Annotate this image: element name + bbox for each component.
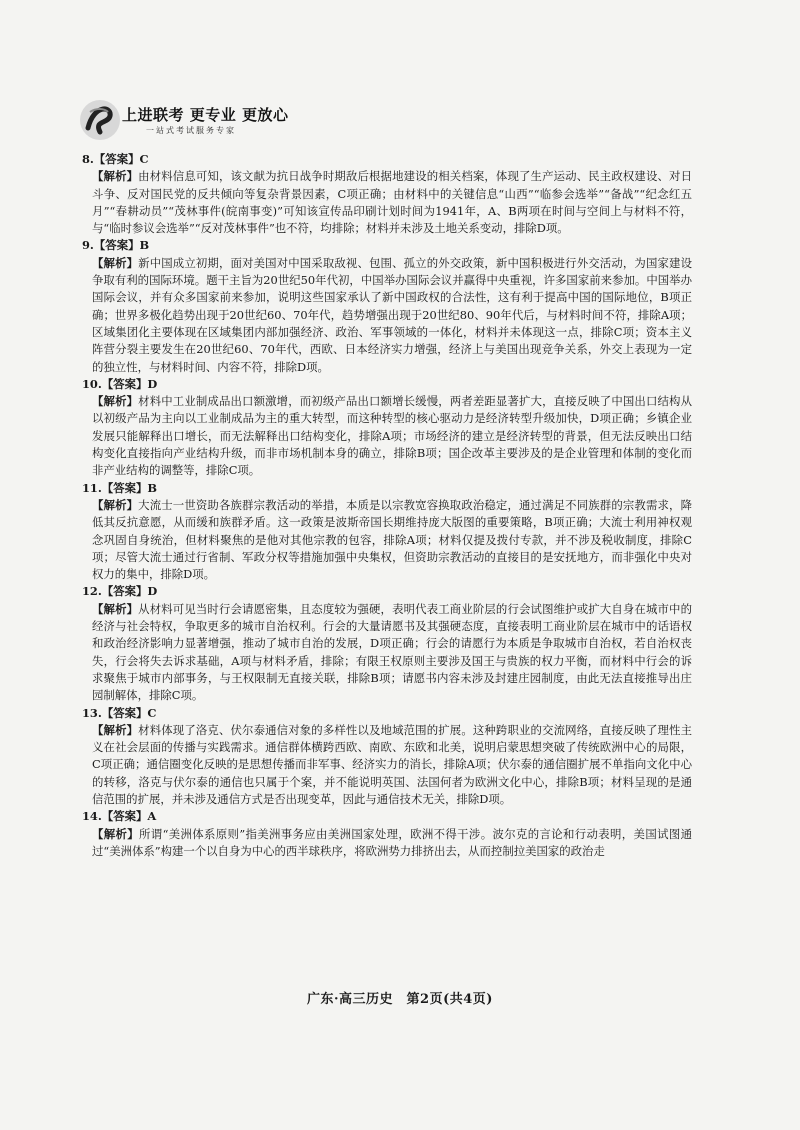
answer-line [82, 705, 692, 722]
question-number: 8. [82, 152, 94, 166]
explanation-tag: 【解析】 [92, 497, 139, 512]
explanation [82, 255, 692, 376]
answer-label: 【答案】C [93, 152, 149, 166]
question-item-12 [82, 583, 692, 704]
logo-icon [78, 98, 122, 142]
answer-line [82, 376, 692, 393]
page-header [78, 96, 738, 146]
explanation [82, 722, 692, 808]
answer-label: 【答案】A [101, 809, 157, 824]
explanation-tag: 【解析】 [92, 394, 139, 409]
explanation-text: 从材料可见当时行会请愿密集，且态度较为强硬，表明代表工商业阶层的行会试图维护或扩大自身在城市中的经济与社会特权，争取更多的城市自治权利。行会的大量请愿书及其强硬态度，直接表明工商业阶层在城市中的话语权和政治经济影响力显著增强，推动了城市自治的发展，D项正确；行会的请愿行为本质是争取城市自治权，若自治权丧失，行会将失去诉求基础，A项与材料矛盾，排除；有限王权原则主要涉及国王与贵族的权力平衡，而材料中行会的诉求聚焦于城市内部事务，与王权限制无直接关联，排除B项；请愿书内容未涉及封建庄园制度，由此无法直接推导出庄园制解体，排除C项。 [92, 601, 692, 703]
explanation-tag: 【解析】 [92, 826, 140, 841]
question-number: 14. [82, 809, 102, 824]
question-item-8 [82, 151, 692, 237]
explanation-tag: 【解析】 [92, 601, 139, 616]
question-number: 9. [82, 238, 94, 253]
question-item-11 [82, 480, 692, 584]
brand-title: 上进联考 更专业 更放心 [122, 106, 289, 124]
page-footer: 广东·高三历史 第2页(共4页) [307, 992, 493, 1007]
question-number: 12. [82, 584, 102, 599]
explanation [82, 826, 692, 861]
question-item-14 [82, 808, 692, 860]
explanation [82, 393, 692, 479]
explanation [82, 497, 692, 583]
answer-line [82, 808, 692, 825]
question-number: 11. [82, 480, 102, 495]
answer-list [82, 151, 692, 860]
explanation-text: 所谓“美洲体系原则”指美洲事务应由美洲国家处理，欧洲不得干涉。波尔克的言论和行动表明，美国试图通过“美洲体系”构建一个以自身为中心的西半球秩序，将欧洲势力排挤出去，从而控制拉美国家的政治走 [92, 826, 692, 858]
explanation [82, 601, 692, 705]
explanation-text: 材料体现了洛克、伏尔泰通信对象的多样性以及地域范围的扩展。这种跨职业的交流网络，直接反映了理性主义在社会层面的传播与实践需求。通信群体横跨西欧、南欧、东欧和北美，说明启蒙思想突破了传统欧洲中心的局限，C项正确；通信圈变化反映的是思想传播而非军事、经济实力的消长，排除A项；伏尔泰的通信圈扩展不单指向文化中心的转移，洛克与伏尔泰的通信也只属于个案，并不能说明英国、法国何者为欧洲文化中心，排除B项；材料呈现的是通信范围的扩展，并未涉及通信方式是否出现变革，因此与通信技术无关，排除D项。 [92, 722, 692, 806]
explanation-text: 材料中工业制成品出口额激增，而初级产品出口额增长缓慢，两者差距显著扩大，直接反映了中国出口结构从以初级产品为主向以工业制成品为主的重大转型，而这种转型的核心驱动力是经济转型升级加快，D项正确；乡镇企业发展只能解释出口增长，而无法解释出口结构变化，排除A项；市场经济的建立是经济转型的背景，但无法反映出口结构变化直接指向产业结构升级，而非市场机制本身的确立，排除B项；国企改革主要涉及的是企业管理和体制的变化而非产业结构的调整等，排除C项。 [92, 394, 692, 478]
answer-label: 【答案】C [101, 705, 157, 720]
answer-label: 【答案】D [101, 584, 158, 599]
explanation-tag: 【解析】 [92, 722, 139, 737]
explanation [82, 168, 692, 237]
answer-label: 【答案】D [101, 376, 158, 391]
question-number: 10. [82, 376, 102, 391]
question-item-9 [82, 237, 692, 375]
explanation-text: 由材料信息可知，该文献为抗日战争时期敌后根据地建设的相关档案，体现了生产运动、民主政权建设、对日斗争、反对国民党的反共倾向等复杂背景因素，C项正确；由材料中的关键信息“山西”“临参会选举”“备战”“纪念红五月”“春耕动员”“茂林事件(皖南事变)”可知该宣传品印刷计划时间为1941年，A、B两项在时间与空间上与材料不符，与“临时参议会选举”“反对茂林事件”也不符，均排除；材料并未涉及土地关系变动，排除D项。 [92, 169, 692, 236]
answer-line [82, 583, 692, 600]
answer-line [82, 151, 692, 168]
explanation-text: 大流士一世资助各族群宗教活动的举措，本质是以宗教宽容换取政治稳定，通过满足不同族群的宗教需求，降低其反抗意愿，从而缓和族群矛盾。这一政策是波斯帝国长期维持庞大版图的重要策略，B项正确；大流士利用神权观念巩固自身统治，但材料聚焦的是他对其他宗教的包容，排除A项；材料仅提及拨付专款，并不涉及税收制度，排除C项；尽管大流士通过行省制、军政分权等措施加强中央集权，但资助宗教活动的直接目的是安抚地方，而非强化中央对权力的集中，排除D项。 [92, 497, 692, 582]
explanation-tag: 【解析】 [92, 255, 139, 270]
brand-subtitle: 一站式考试服务专家 [146, 126, 236, 135]
answer-line [82, 237, 692, 254]
explanation-text: 新中国成立初期，面对美国对中国采取敌视、包围、孤立的外交政策，新中国积极进行外交活动，为国家建设争取有利的国际环境。题干主旨为20世纪50年代初，中国举办国际会议并赢得中央重视，许多国家前来参加。中国举办国际会议，并有众多国家前来参加，说明这些国家承认了新中国政权的合法性，这有利于提高中国的国际地位，B项正确；世界多极化趋势出现于20世纪60、70年代，趋势增强出现于20世纪80、90年代后，与材料时间不符，排除A项；区域集团化主要体现在区域集团内部加强经济、政治、军事领域的一体化，材料并未体现这一点，排除C项；资本主义阵营分裂主要发生在20世纪60、70年代，西欧、日本经济实力增强，经济上与美国出现竞争关系，外交上表现为一定的独立性，与材料时间、内容不符，排除D项。 [92, 255, 692, 374]
answer-line [82, 480, 692, 497]
answer-label: 【答案】B [101, 480, 158, 495]
question-item-10 [82, 376, 692, 480]
explanation-tag: 【解析】 [92, 169, 139, 184]
question-number: 13. [82, 705, 102, 720]
question-item-13 [82, 705, 692, 809]
answer-label: 【答案】B [93, 238, 150, 253]
